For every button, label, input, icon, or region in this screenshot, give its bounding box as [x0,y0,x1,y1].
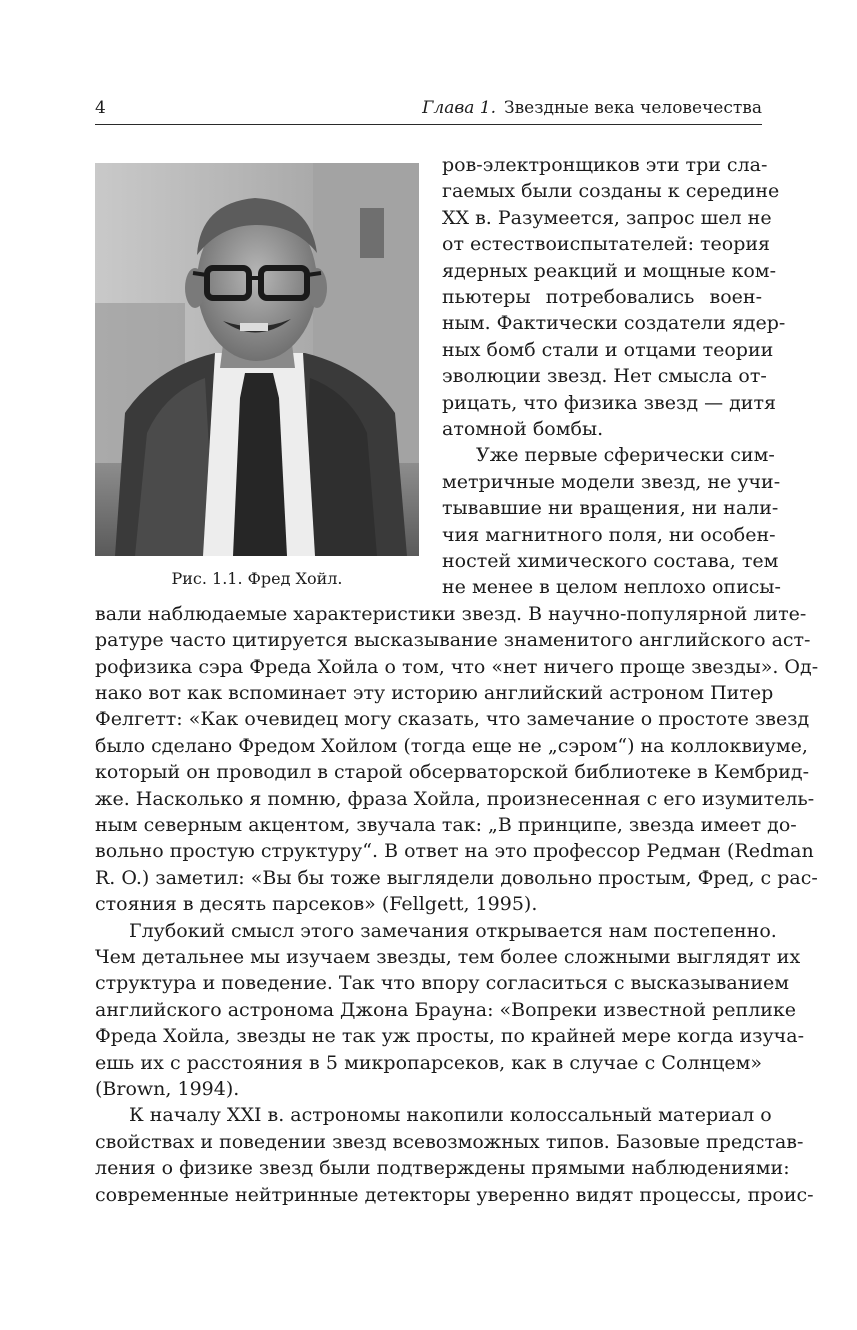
text-line: ных бомб стали и отцами теории [442,338,774,361]
text-line: ров-электронщиков эти три сла- [442,154,768,176]
text-line: который он проводил в старой обсерваторской библиотеке в Кембрид- [95,761,809,784]
chapter-title: Звездные века человечества [504,98,762,118]
text-line: от естествоиспытателей: теория [442,233,771,256]
portrait-photo [95,163,419,556]
text-line: не менее в целом неплохо описы- [442,576,781,599]
text-line: структура и поведение. Так что впору согласиться с высказыванием [95,972,790,995]
text-line: Уже первые сферически сим- [476,444,775,467]
text-line: R. O.) заметил: «Вы бы тоже выглядели довольно простым, Фред, с рас- [95,866,818,889]
text-line: вали наблюдаемые характеристики звезд. В научно-популярной лите- [95,602,807,625]
text-line: (Brown, 1994). [95,1078,240,1100]
text-line: чия магнитного поля, ни особен- [442,523,776,546]
text-line: было сделано Фредом Хойлом (тогда еще не „сэром“) на коллоквиуме, [95,734,808,757]
text-line: английского астронома Джона Брауна: «Вопреки известной реплике [95,998,797,1021]
text-line: рицать, что физика звезд — дитя [442,391,776,414]
text-line: нако вот как вспоминает эту историю английский астроном Питер [95,682,774,704]
figure-caption: Рис. 1.1. Фред Хойл. [171,569,343,588]
text-line: современные нейтринные детекторы уверенно видят процессы, проис- [95,1183,814,1206]
text-line: эволюции звезд. Нет смысла от- [442,365,767,388]
text-line: гаемых были созданы к середине [442,180,780,203]
text-line: Фреда Хойла, звезды не так уж просты, по крайней мере когда изуча- [95,1025,804,1048]
figure-portrait [95,163,419,588]
text-line: ностей химического состава, тем [442,550,779,572]
text-line: же. Насколько я помню, фраза Хойла, произнесенная с его изумитель- [95,787,815,810]
page-number: 4 [95,98,106,118]
text-line: атомной бомбы. [442,418,604,440]
text-line: ления о физике звезд были подтверждены прямыми наблюдениями: [95,1157,790,1180]
text-line: ратуре часто цитируется высказывание знаменитого английского аст- [95,629,811,652]
text-line: пьютеры потребовались воен- [442,286,762,308]
text-line: ядерных реакций и мощные ком- [442,259,776,282]
text-line: ным северным акцентом, звучала так: „В принципе, звезда имеет до- [95,814,797,836]
text-line: Чем детальнее мы изучаем звезды, тем более сложными выглядят их [95,946,801,968]
text-line: ешь их с расстояния в 5 микропарсеков, как в случае с Солнцем» [95,1051,762,1074]
running-title [422,98,762,118]
text-line: Глубокий смысл этого замечания открывается нам постепенно. [129,919,777,942]
text-line: вольно простую структуру“. В ответ на это профессор Редман (Redman [95,840,814,863]
chapter-label: Глава 1. [422,98,497,118]
running-header [95,96,762,125]
text-line: стояния в десять парсеков» (Fellgett, 1995). [95,893,538,916]
text-line: свойствах и поведении звезд всевозможных типов. Базовые представ- [95,1130,804,1153]
text-line: К началу XXI в. астрономы накопили колоссальный материал о [129,1104,772,1127]
text-line: метричные модели звезд, не учи- [442,470,781,493]
text-line: рофизика сэра Фреда Хойла о том, что «нет ничего проще звезды». Од- [95,655,819,678]
text-line: ным. Фактически создатели ядер- [442,312,786,335]
text-line: XX в. Разумеется, запрос шел не [442,206,772,229]
text-line: тывавшие ни вращения, ни нали- [442,497,779,520]
text-line: Фелгетт: «Как очевидец могу сказать, что замечание о простоте звезд [95,708,810,731]
